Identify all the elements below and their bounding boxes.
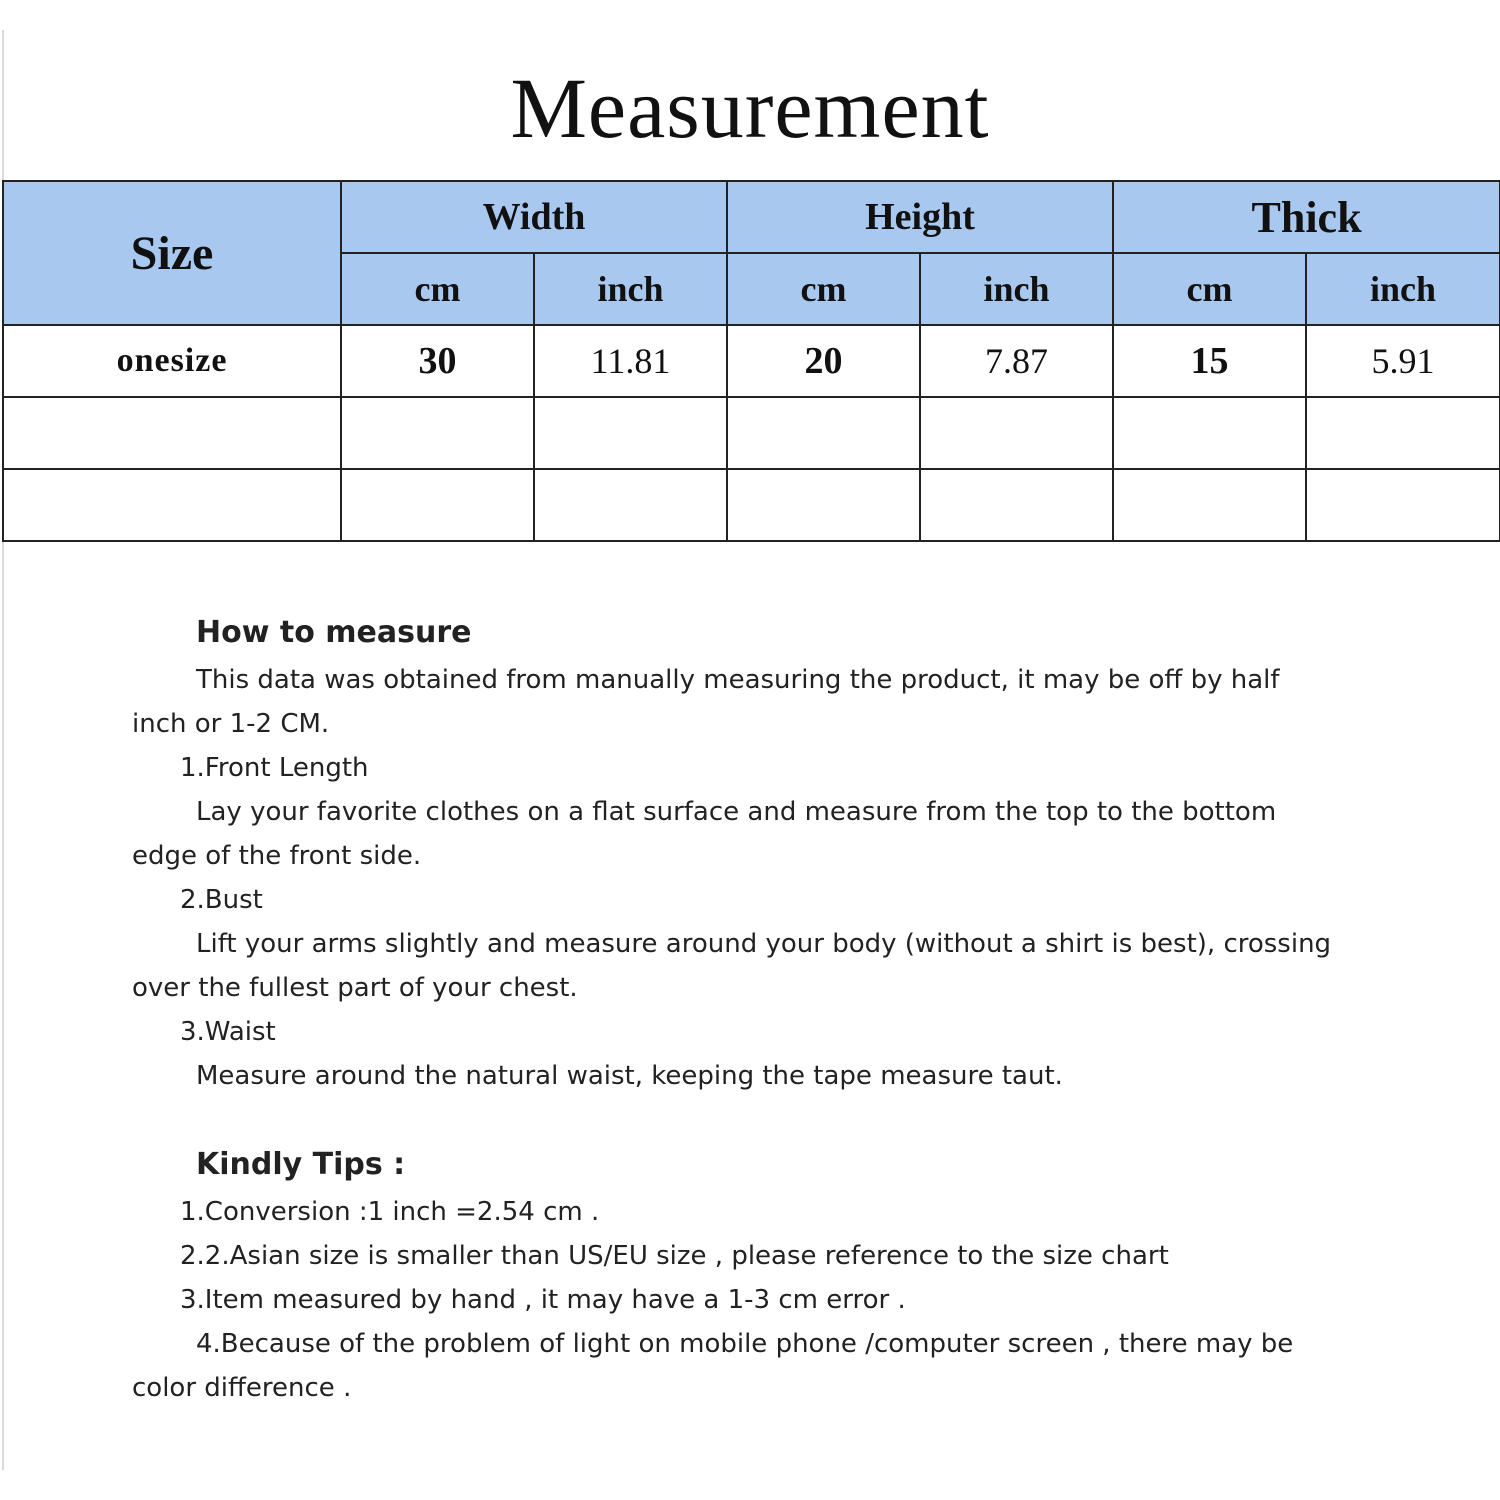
- empty-cell: [3, 397, 341, 469]
- empty-cell: [727, 397, 920, 469]
- measurement-notes: [132, 608, 1332, 1410]
- row-size-label: onesize: [3, 325, 341, 397]
- height-inch-header: inch: [920, 253, 1113, 325]
- front-length-text: Lay your favorite clothes on a flat surface and measure from the top to the bottom edge of the front side.: [132, 797, 1277, 871]
- waist-title: 3.Waist: [180, 1017, 276, 1047]
- width-inch-value: 11.81: [534, 325, 727, 397]
- empty-cell: [1306, 397, 1500, 469]
- width-inch-header: inch: [534, 253, 727, 325]
- empty-cell: [3, 469, 341, 541]
- empty-cell: [920, 469, 1113, 541]
- section-spacer: [132, 1098, 1332, 1140]
- thick-group-header: Thick: [1113, 181, 1500, 253]
- how-to-measure-intro: This data was obtained from manually measuring the product, it may be off by half inch or 1-2 CM.: [132, 665, 1280, 739]
- height-group-header: Height: [727, 181, 1113, 253]
- tip-conversion: 1.Conversion :1 inch =2.54 cm .: [180, 1197, 600, 1227]
- thick-cm-value: 15: [1113, 325, 1306, 397]
- table-header-row-groups: [3, 181, 1500, 253]
- waist-text: Measure around the natural waist, keeping the tape measure taut.: [196, 1061, 1063, 1091]
- empty-table-row: [3, 397, 1500, 469]
- width-group-header: Width: [341, 181, 727, 253]
- width-cm-value: 30: [341, 325, 534, 397]
- bust-title: 2.Bust: [180, 885, 263, 915]
- empty-cell: [341, 397, 534, 469]
- thick-cm-header: cm: [1113, 253, 1306, 325]
- kindly-tips-heading: Kindly Tips :: [196, 1147, 406, 1182]
- table-row: [3, 325, 1500, 397]
- empty-cell: [920, 397, 1113, 469]
- empty-cell: [534, 469, 727, 541]
- height-cm-value: 20: [727, 325, 920, 397]
- thick-inch-value: 5.91: [1306, 325, 1500, 397]
- how-to-measure-heading: How to measure: [196, 615, 472, 650]
- page-title: Measurement: [510, 60, 990, 156]
- empty-cell: [727, 469, 920, 541]
- empty-table-row: [3, 469, 1500, 541]
- empty-cell: [534, 397, 727, 469]
- empty-cell: [1113, 469, 1306, 541]
- empty-cell: [341, 469, 534, 541]
- height-inch-value: 7.87: [920, 325, 1113, 397]
- tip-hand-measured: 3.Item measured by hand , it may have a 1-3 cm error .: [180, 1285, 906, 1315]
- thick-inch-header: inch: [1306, 253, 1500, 325]
- empty-cell: [1306, 469, 1500, 541]
- tip-asian-size: 2.2.Asian size is smaller than US/EU size , please reference to the size chart: [180, 1241, 1169, 1271]
- height-cm-header: cm: [727, 253, 920, 325]
- size-column-header: Size: [3, 181, 341, 325]
- front-length-title: 1.Front Length: [180, 753, 369, 783]
- width-cm-header: cm: [341, 253, 534, 325]
- size-chart-table: [2, 180, 1500, 542]
- empty-cell: [1113, 397, 1306, 469]
- bust-text: Lift your arms slightly and measure around your body (without a shirt is best), crossing over the fullest part of your chest.: [132, 929, 1332, 1003]
- tip-color-difference: 4.Because of the problem of light on mobile phone /computer screen , there may be color difference .: [132, 1329, 1294, 1403]
